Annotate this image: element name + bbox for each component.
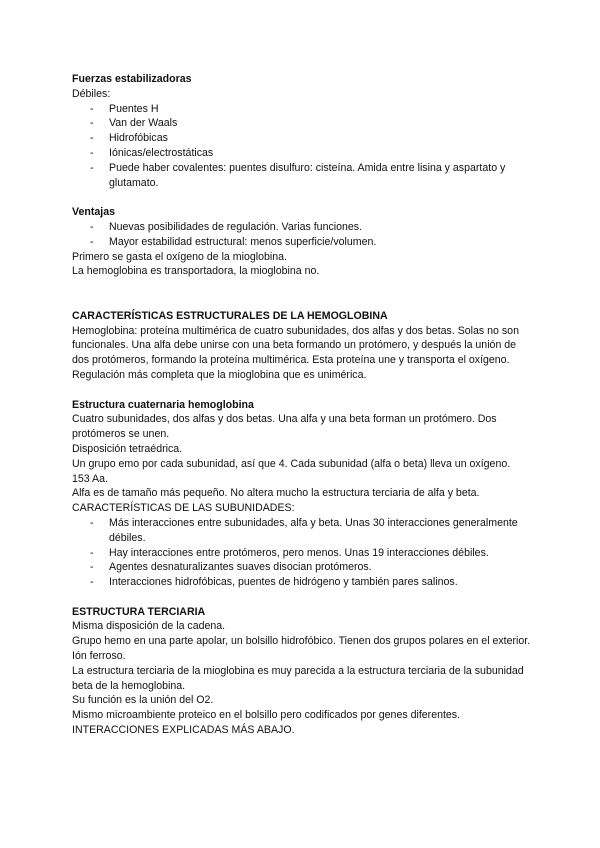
text-line: CARACTERÍSTICAS DE LAS SUBUNIDADES: xyxy=(72,502,295,515)
dash-bullet-icon: - xyxy=(90,220,94,233)
text-line: La estructura terciaria de la mioglobina es muy parecida a la estructura terciaria de la subunidad beta de la hemoglobina. xyxy=(72,664,524,692)
dash-bullet-icon: - xyxy=(90,146,94,159)
list-item: - Mayor estabilidad estructural: menos superficie/volumen. xyxy=(90,235,377,248)
list-item: - Hidrofóbicas xyxy=(90,132,168,145)
text-line: Alfa es de tamaño más pequeño. No altera mucho la estructura terciaria de alfa y beta. xyxy=(72,487,480,500)
text-line: Su función es la unión del O2. xyxy=(72,694,214,707)
list-subunidades xyxy=(72,516,532,590)
section-title-terciaria: ESTRUCTURA TERCIARIA xyxy=(72,605,206,618)
dash-bullet-icon: - xyxy=(90,102,94,115)
list-item: - Van der Waals xyxy=(90,117,178,130)
paragraph-hemoglobina: Hemoglobina: proteína multimérica de cuatro subunidades, dos alfas y dos betas. Solas no son funcionales. Una alfa debe unirse con una beta formando un protómero, y después la unión de dos protómeros, formando la proteína multimérica. Esta proteína une y transporta el oxígeno. Regulación más completa que la mioglobina que es unimérica. xyxy=(72,324,519,381)
text-line: Cuatro subunidades, dos alfas y dos betas. Una alfa y una beta forman un protómero. Dos protómeros se unen. xyxy=(72,413,497,441)
text-line: 153 Aa. xyxy=(72,472,108,485)
list-item: - Puede haber covalentes: puentes disulfuro: cisteína. Amida entre lisina y aspartato y glutamato. xyxy=(90,161,506,189)
list-item: - Hay interacciones entre protómeros, pero menos. Unas 19 interacciones débiles. xyxy=(90,546,489,559)
text-line: La hemoglobina es transportadora, la mioglobina no. xyxy=(72,265,320,278)
section-title-fuerzas: Fuerzas estabilizadoras xyxy=(72,73,192,85)
list-ventajas xyxy=(72,220,532,250)
text-line: Mismo microambiente proteico en el bolsillo pero codificados por genes diferentes. xyxy=(72,709,461,722)
text-line: Misma disposición de la cadena. xyxy=(72,620,226,633)
list-item: - Más interacciones entre subunidades, alfa y beta. Unas 30 interacciones generalmente débiles. xyxy=(90,516,518,544)
section-title-caracteristicas: CARACTERÍSTICAS ESTRUCTURALES DE LA HEMOGLOBINA xyxy=(72,309,388,322)
spacer xyxy=(72,279,532,294)
spacer xyxy=(72,590,532,605)
text-line: Grupo hemo en una parte apolar, un bolsillo hidrofóbico. Tienen dos grupos polares en el exterior. Ión ferroso. xyxy=(72,635,531,663)
list-item: - Nuevas posibilidades de regulación. Varias funciones. xyxy=(90,220,363,233)
list-item: - Interacciones hidrofóbicas, puentes de hidrógeno y también pares salinos. xyxy=(90,576,458,589)
dash-bullet-icon: - xyxy=(90,576,94,589)
section-title-ventajas: Ventajas xyxy=(72,206,115,219)
spacer xyxy=(72,294,532,309)
spacer xyxy=(72,383,532,398)
text-line: Disposición tetraédrica. xyxy=(72,442,183,455)
spacer xyxy=(72,190,532,205)
list-fuerzas xyxy=(72,102,532,191)
list-item: - Iónicas/electrostáticas xyxy=(90,146,214,159)
text-line: Primero se gasta el oxígeno de la mioglobina. xyxy=(72,250,287,263)
text-line: INTERACCIONES EXPLICADAS MÁS ABAJO. xyxy=(72,724,295,737)
dash-bullet-icon: - xyxy=(90,546,94,559)
list-item: - Puentes H xyxy=(90,102,159,115)
document-body xyxy=(72,72,532,738)
section-title-cuaternaria: Estructura cuaternaria hemoglobina xyxy=(72,398,254,411)
dash-bullet-icon: - xyxy=(90,132,94,145)
text-line: Un grupo emo por cada subunidad, así que 4. Cada subunidad (alfa o beta) lleva un oxígeno. xyxy=(72,457,511,470)
subtitle-debiles: Débiles: xyxy=(72,87,111,100)
dash-bullet-icon: - xyxy=(90,235,94,248)
dash-bullet-icon: - xyxy=(90,561,94,574)
list-item: - Agentes desnaturalizantes suaves disocian protómeros. xyxy=(90,561,372,574)
dash-bullet-icon: - xyxy=(90,161,94,174)
dash-bullet-icon: - xyxy=(90,117,94,130)
dash-bullet-icon: - xyxy=(90,516,94,529)
